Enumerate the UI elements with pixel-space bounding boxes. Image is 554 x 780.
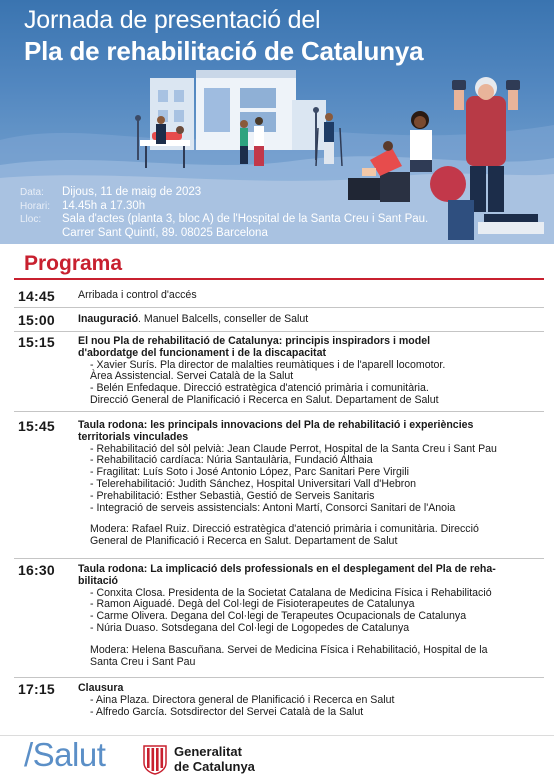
session-title: Clausura: [78, 682, 124, 694]
session-content: [78, 683, 548, 718]
speaker-item: - Aina Plaza. Directora general de Planificació i Recerca en Salut: [90, 693, 395, 706]
session-title: d'abordatge del funcionament i de la discapacitat: [78, 346, 326, 359]
session-title: Taula rodona: les principals innovacions del Pla de rehabilitació i experiències: [78, 419, 474, 431]
session-time: 15:45: [18, 418, 55, 434]
speaker-item: - Rehabilitació cardíaca: Núria Santaulària, Fundació Althaia: [90, 454, 373, 467]
info-label: Lloc:: [20, 214, 42, 226]
speaker-item: - Conxita Closa. Presidenta de la Societat Catalana de Medicina Física i Rehabilitació: [90, 586, 492, 599]
session-content: [78, 314, 548, 326]
header-banner: [0, 0, 554, 244]
programa-heading: Programa: [24, 252, 123, 275]
session-time: 15:00: [18, 312, 55, 328]
moderator: General de Planificació i Recerca en Salut. Departament de Salut: [90, 535, 398, 548]
moderator: Modera: Rafael Ruiz. Direcció estratègica d'atenció primària i comunitària. Direcció: [90, 523, 479, 536]
speaker-item: - Prehabilitació: Esther Sebastià, Gestió de Serveis Sanitaris: [90, 489, 375, 502]
session-divider: [14, 307, 544, 308]
session-content: [78, 564, 548, 668]
speaker-item: Direcció General de Planificació i Recerca en Salut. Departament de Salut: [90, 393, 439, 406]
generalitat-line2: de Catalunya: [174, 758, 255, 774]
session-time: 15:15: [18, 334, 55, 350]
info-value: 14.45h a 17.30h: [62, 199, 146, 212]
speaker-item: - Alfredo García. Sotsdirector del Servei Català de la Salut: [90, 705, 364, 718]
info-value: Dijous, 11 de maig de 2023: [62, 186, 202, 198]
speaker-item: - Fragilitat: Luís Soto i José Antonio López, Parc Sanitari Pere Virgili: [90, 466, 409, 479]
info-value: Sala d'actes (planta 3, bloc A) de l'Hospital de la Santa Creu i Sant Pau.: [62, 213, 429, 226]
info-location: [20, 213, 428, 227]
speaker-item: Àrea Assistencial. Servei Català de la Salut: [90, 370, 294, 383]
session-title: territorials vinculades: [78, 430, 189, 443]
session-content: [78, 420, 548, 548]
info-time: [20, 200, 428, 214]
generalitat-wordmark: [174, 745, 255, 774]
session-text: Arribada i control d'accés: [78, 289, 197, 301]
generalitat-line1: Generalitat: [174, 744, 242, 759]
speaker-item: - Carme Olivera. Degana del Col·legi de Terapeutes Ocupacionals de Catalunya: [90, 610, 467, 623]
session-title: Taula rodona: La implicació dels professionals en el desplegament del Pla de reha-: [78, 563, 496, 575]
session-content: [78, 290, 548, 302]
event-info: [20, 186, 428, 240]
session-title: El nou Pla de rehabilitació de Catalunya: principis inspiradors i model: [78, 335, 431, 347]
session-time: 16:30: [18, 562, 55, 578]
speaker-item: - Xavier Surís. Pla director de malalties reumàtiques i de l'aparell locomotor.: [90, 358, 446, 371]
speaker-item: - Ramon Aiguadé. Degà del Col·legi de Fisioterapeutes de Catalunya: [90, 598, 415, 611]
speaker-item: - Rehabilitació del sòl pelvià: Jean Claude Perrot, Hospital de la Santa Creu i Sant Pau: [90, 442, 497, 455]
generalitat-emblem-icon: [143, 745, 167, 775]
session-title: bilitació: [78, 574, 119, 587]
speaker-item: - Belén Enfedaque. Direcció estratègica d'atenció primària i comunitària.: [90, 382, 429, 395]
event-title-line1: Jornada de presentació del: [24, 6, 321, 34]
session-content: [78, 336, 548, 407]
session-lead: Inauguració: [78, 313, 139, 325]
salut-logo: /Salut: [24, 736, 106, 773]
session-divider: [14, 331, 544, 332]
session-divider: [14, 558, 544, 559]
event-title-line2: Pla de rehabilitació de Catalunya: [24, 36, 424, 66]
session-time: 14:45: [18, 288, 55, 304]
speaker-item: - Núria Duaso. Sotsdegana del Col·legi de Logopedes de Catalunya: [90, 621, 410, 634]
session-time: 17:15: [18, 681, 55, 697]
moderator: Modera: Helena Bascuñana. Servei de Medicina Física i Rehabilitació, Hospital de la: [90, 643, 488, 656]
speaker-item: - Integració de serveis assistencials: Antoni Martí, Consorci Sanitari de l'Anoia: [90, 501, 456, 514]
info-label: Data:: [20, 187, 44, 198]
session-divider: [14, 677, 544, 678]
moderator: Santa Creu i Sant Pau: [90, 655, 196, 668]
info-label: Horari:: [20, 200, 51, 212]
session-lead-rest: . Manuel Balcells, conseller de Salut: [138, 313, 309, 325]
session-divider: [14, 411, 544, 412]
info-address: Carrer Sant Quintí, 89. 08025 Barcelona: [62, 226, 268, 239]
speaker-item: - Telerehabilitació: Judith Sánchez, Hospital Universitari Vall d'Hebron: [90, 477, 417, 490]
session-text: [78, 314, 548, 326]
heading-divider: [14, 278, 544, 280]
info-date: [20, 186, 428, 200]
